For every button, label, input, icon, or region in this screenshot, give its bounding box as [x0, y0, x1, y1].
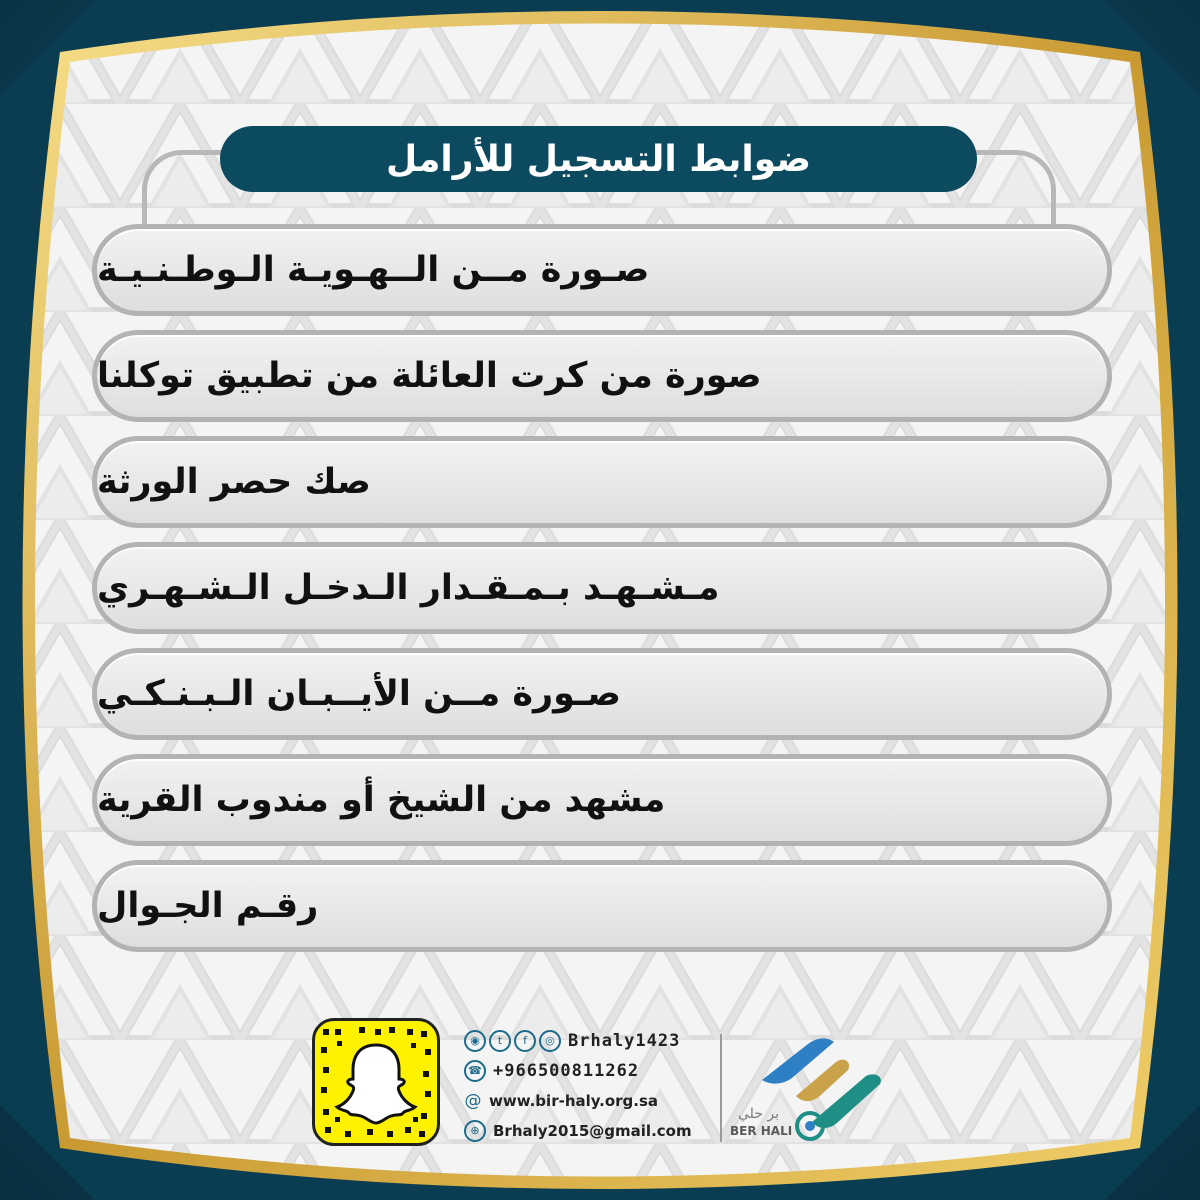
list-item: [92, 330, 1112, 422]
list-item-label: مـشـهـد بـمـقـدار الـدخـل الـشـهـري: [97, 568, 720, 608]
social-row: [464, 1026, 726, 1056]
email-link[interactable]: Brhaly2015@gmail.com: [493, 1122, 692, 1140]
logo-arabic-name: بر حلي: [738, 1106, 780, 1122]
page-title-text: ضوابط التسجيل للأرامل: [385, 138, 812, 180]
list-item: [92, 754, 1112, 846]
list-item: [92, 542, 1112, 634]
email-row: [464, 1116, 726, 1146]
list-item-label: رقـم الجـوال: [97, 886, 319, 926]
list-item: [92, 648, 1112, 740]
list-item-label: صورة من كرت العائلة من تطبيق توكلنا: [97, 356, 762, 396]
website-row: [464, 1086, 726, 1116]
contact-info: [464, 1026, 726, 1146]
at-icon: @: [464, 1091, 482, 1111]
snapchat-icon[interactable]: ◉: [464, 1030, 486, 1052]
list-item: [92, 860, 1112, 952]
list-item-label: صـورة مــن الأيــبـان الـبـنـكـي: [97, 674, 621, 714]
page-title: [220, 126, 977, 192]
snapcode-ghost-icon: [315, 1021, 437, 1143]
globe-icon: ⊕: [464, 1120, 486, 1142]
social-handle[interactable]: Brhaly1423: [568, 1031, 681, 1051]
divider: [720, 1034, 722, 1142]
phone-number[interactable]: +966500811262: [493, 1061, 640, 1081]
phone-icon: ☎: [464, 1060, 486, 1082]
facebook-icon[interactable]: f: [514, 1030, 536, 1052]
twitter-icon[interactable]: t: [489, 1030, 511, 1052]
list-item: [92, 224, 1112, 316]
snapcode[interactable]: [312, 1018, 440, 1146]
logo-english-name: BER HALI: [730, 1124, 793, 1138]
list-item-label: صـورة مــن الــهـويـة الـوطـنـيـة: [97, 250, 650, 290]
website-link[interactable]: www.bir-haly.org.sa: [489, 1092, 659, 1110]
requirements-list: [92, 224, 1112, 966]
instagram-icon[interactable]: ◎: [539, 1030, 561, 1052]
list-item: [92, 436, 1112, 528]
list-item-label: مشهد من الشيخ أو مندوب القرية: [97, 780, 666, 820]
phone-row: [464, 1056, 726, 1086]
list-item-label: صك حصر الورثة: [97, 462, 371, 502]
